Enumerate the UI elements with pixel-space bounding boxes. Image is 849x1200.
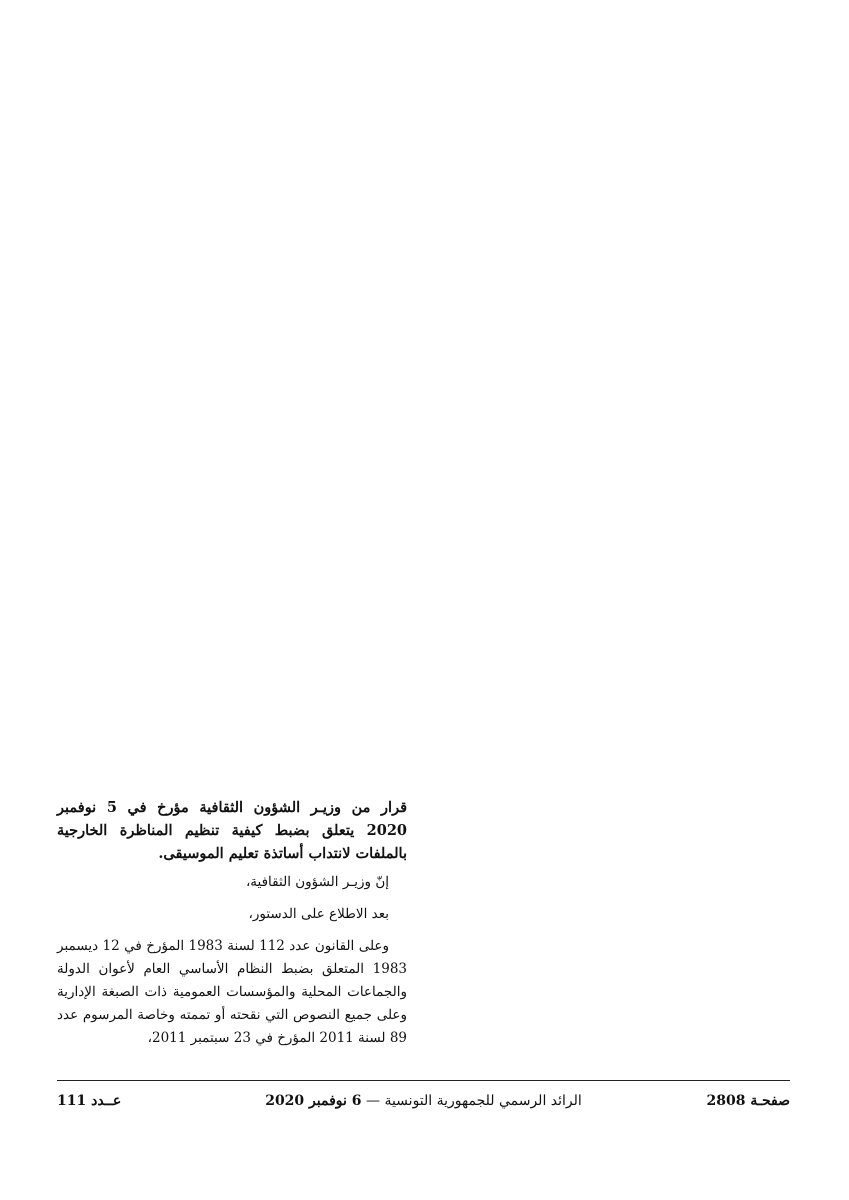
footer-divider [57,1080,790,1081]
page-number: صفحـة 2808 [706,1093,790,1109]
decree-opening: إنّ وزيـر الشؤون الثقافية، [245,874,389,890]
decree-title: قرار من وزيـر الشؤون الثقافية مؤرخ في 5 نوفمبر 2020 يتعلق بضبط كيفية تنظيم المناظرة الخارجية بالملفات لانتداب أساتذة تعليم الموسيقى. [57,799,407,862]
constitution-reference: بعد الاطلاع على الدستور، [248,906,389,922]
journal-date: 6 نوفمبر 2020 [265,1093,362,1109]
journal-name: الرائد الرسمي للجمهورية التونسية — [366,1093,582,1109]
law-reference: وعلى القانون عدد 112 لسنة 1983 المؤرخ في 12 ديسمبر 1983 المتعلق بضبط النظام الأساسي العام لأعوان الدولة والجماعات المحلية والمؤسسات العمومية ذات الصبغة الإدارية وعلى جميع النصوص التي نقحته أو تممته وخاصة المرسوم عدد 89 لسنة 2011 المؤرخ في 23 سبتمبر 2011، [57,938,407,1046]
page-footer [57,1090,790,1112]
journal-line [265,1090,582,1112]
decree-column [57,796,407,1050]
issue-number: عــدد 111 [57,1093,122,1109]
